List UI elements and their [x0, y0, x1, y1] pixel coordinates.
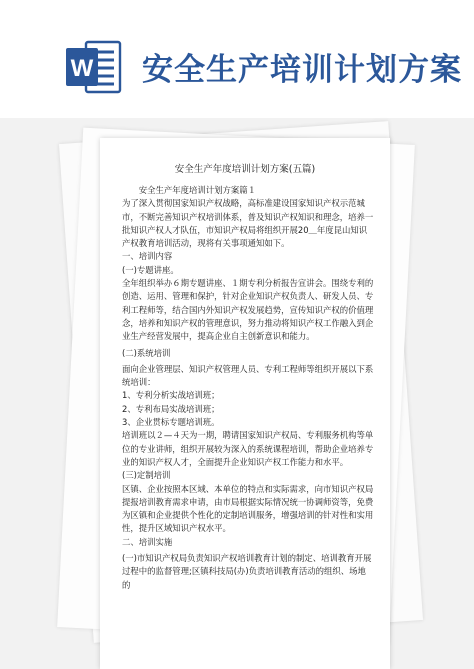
document-paragraph: 一、培训内容 — [122, 251, 173, 262]
document-paragraph: 二、培训实施 — [122, 536, 173, 547]
banner-title: 安全生产培训计划方案 — [142, 52, 462, 88]
document-paragraph: 为了深入贯彻国家知识产权战略，高标准建设国家知识产权示范城市，不断完善知识产权培训体系，普及知识产权知识和理念，培养一批知识产权人才队伍，市知识产权局将组织开展20＿年度昆山知识产权教育培训活动，现将有关事项通知如下。 — [122, 198, 374, 249]
document-paragraph: (三)定制培训 — [122, 470, 171, 481]
document-paragraph: 2、专利布局实战培训班； — [122, 403, 220, 414]
document-paragraph: (一)专题讲座。 — [122, 264, 179, 275]
word-doc-icon — [64, 38, 122, 96]
header-banner — [0, 0, 474, 118]
document-paragraph: 安全生产年度培训计划方案篇１ — [138, 185, 257, 195]
document-paragraph: (二)系统培训 — [122, 347, 171, 358]
document-title: 安全生产年度培训计划方案(五篇) — [174, 164, 316, 175]
document-paragraph: 面向企业管理层、知识产权管理人员、专利工程师等组织开展以下系统培训： — [122, 363, 374, 388]
document-paragraph: 3、企业贯标专题培训班。 — [122, 417, 220, 428]
document-body — [122, 184, 374, 592]
document-paragraph: 培训班以２—４天为一期，聘请国家知识产权局、专利服务机构等单位的专业讲师，组织开展较为深入的系统课程培训，帮助企业培养专业的知识产权人才，全面提升企业知识产权工作能力和水平。 — [122, 430, 374, 467]
document-paragraph: 全年组织举办６期专题讲座、１期专利分析报告宣讲会。围绕专利的创造、运用、管理和保护，针对企业知识产权负责人、研发人员、专利工程师等，结合国内外知识产权发展趋势，宣传知识产权的价值理念，培养和知识产权的管理意识，努力推动将知识产权工作融入到企业生产经营发展中，提高企业自主创新意识和能力。 — [122, 278, 374, 342]
document-paragraph: 1、专利分析实战培训班； — [122, 390, 220, 401]
document-paragraph: (一)市知识产权局负责知识产权培训教育计划的制定、培训教育开展过程中的监督管理;区镇科技局(办)负责培训教育活动的组织、场地的 — [122, 553, 372, 590]
document-page — [100, 138, 390, 669]
word-icon-letter: W — [70, 55, 94, 82]
document-paragraph: 区镇、企业按照本区域、本单位的特点和实际需求，向市知识产权局提报培训教育需求申请，由市局根据实际情况统一协调师资等，免费为区镇和企业提供个性化的定制培训服务，增强培训的针对性和实用性，提升区域知识产权水平。 — [122, 483, 374, 534]
